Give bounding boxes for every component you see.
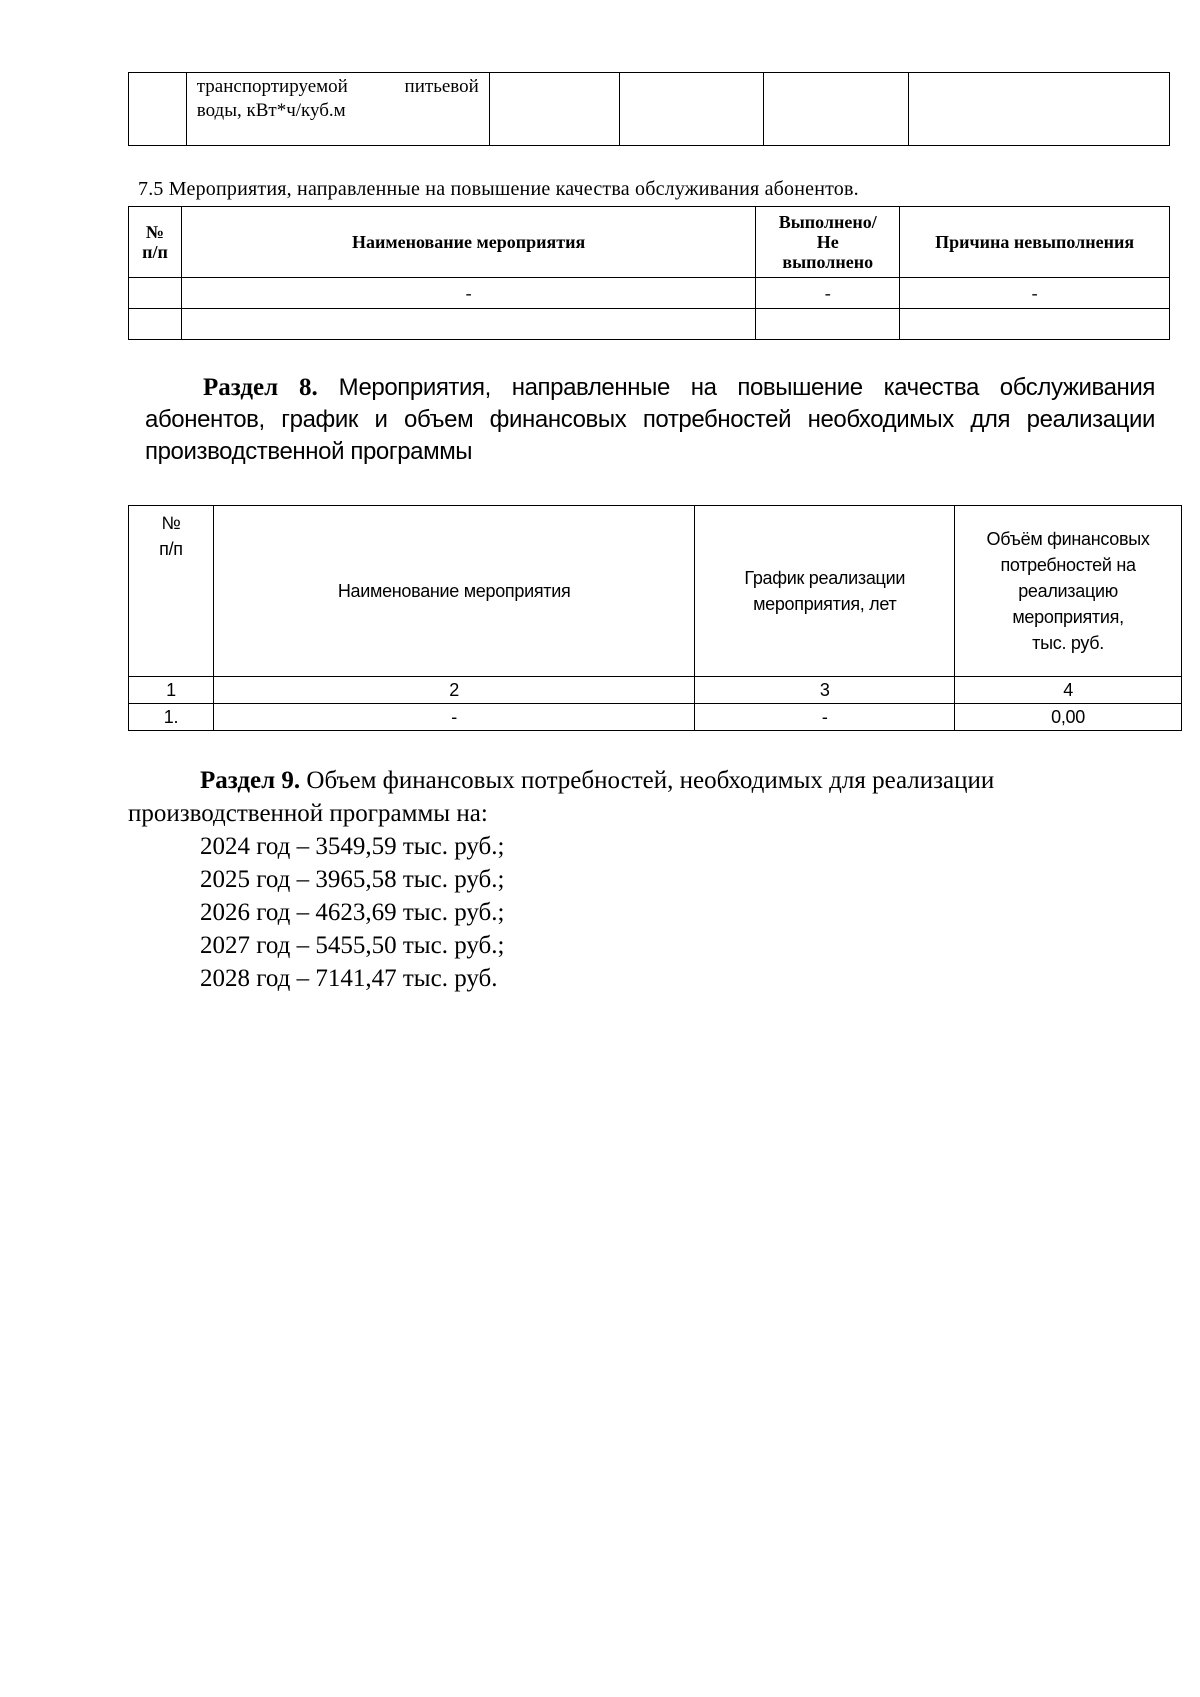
section-9-line: производственной программы на: xyxy=(128,800,488,827)
section-8-line: абонентов, график и объем финансовых потребностей необходимых для реализации xyxy=(145,406,1155,433)
header-volume-line: реализацию xyxy=(1018,581,1118,601)
header-volume-line: тыс. руб. xyxy=(1032,633,1104,653)
section-9-line xyxy=(128,764,1168,797)
header-volume-line: потребностей на xyxy=(1000,555,1136,575)
column-number: 3 xyxy=(695,677,955,704)
table-row xyxy=(129,704,1182,731)
section-8-line: производственной программы xyxy=(145,438,473,465)
section-9-text: Объем финансовых потребностей, необходимых для реализации xyxy=(306,767,995,794)
cell-activity-name: - xyxy=(181,278,755,309)
header-activity-name: Наименование мероприятия xyxy=(213,506,694,677)
header-reason: Причина невыполнения xyxy=(900,207,1170,278)
column-number-row xyxy=(129,677,1182,704)
table-row xyxy=(129,278,1170,309)
year-item: 2025 год – 3965,58 тыс. руб.; xyxy=(200,866,505,893)
section-7-5-heading: 7.5 Мероприятия, направленные на повышение качества обслуживания абонентов. xyxy=(138,178,859,200)
column-number: 4 xyxy=(955,677,1182,704)
table-header-row xyxy=(129,207,1170,278)
header-num xyxy=(129,506,214,677)
section-8-line xyxy=(145,372,1155,404)
cell-reason: - xyxy=(900,278,1170,309)
column-number: 1 xyxy=(129,677,214,704)
header-status-line: Не xyxy=(816,232,839,252)
cell-activity-name xyxy=(181,309,755,340)
cell-value xyxy=(489,73,619,146)
section-9 xyxy=(128,764,1168,995)
cell-num xyxy=(129,73,187,146)
activities-status-table xyxy=(128,206,1170,340)
cell-value xyxy=(764,73,909,146)
cell-value xyxy=(909,73,1170,146)
year-item: 2027 год – 5455,50 тыс. руб.; xyxy=(200,932,505,959)
header-volume-line: Объём финансовых xyxy=(986,529,1150,549)
header-status-line: выполнено xyxy=(782,252,874,272)
header-num xyxy=(129,207,182,278)
indicator-name-line2: воды, кВт*ч/куб.м xyxy=(196,100,346,121)
cell-value xyxy=(619,73,764,146)
header-schedule-line: График реализации xyxy=(744,568,906,588)
table-row xyxy=(129,73,1170,146)
column-number: 2 xyxy=(213,677,694,704)
header-activity-name: Наименование мероприятия xyxy=(181,207,755,278)
year-item: 2026 год – 4623,69 тыс. руб.; xyxy=(200,899,505,926)
section-9-title: Раздел 9. xyxy=(200,767,301,794)
cell-indicator-name xyxy=(186,73,489,146)
header-num-line: № xyxy=(145,222,165,242)
header-schedule-line: мероприятия, лет xyxy=(753,594,897,614)
cell-num xyxy=(129,278,182,309)
header-status xyxy=(756,207,900,278)
indicator-name-line1: транспортируемой питьевой xyxy=(196,76,479,97)
cell-volume: 0,00 xyxy=(955,704,1182,731)
cell-num: 1. xyxy=(129,704,214,731)
section-8-paragraph xyxy=(145,372,1155,468)
cell-schedule: - xyxy=(695,704,955,731)
cell-status xyxy=(756,309,900,340)
table-row xyxy=(129,309,1170,340)
previous-table-fragment xyxy=(128,72,1170,146)
table-header-row xyxy=(129,506,1182,677)
header-status-line: Выполнено/ xyxy=(778,212,877,232)
cell-status: - xyxy=(756,278,900,309)
header-num-line: п/п xyxy=(159,539,183,559)
year-item: 2024 год – 3549,59 тыс. руб.; xyxy=(200,833,505,860)
header-volume xyxy=(955,506,1182,677)
section-8-text: Мероприятия, направленные на повышение качества обслуживания xyxy=(338,374,1155,401)
header-schedule xyxy=(695,506,955,677)
year-item: 2028 год – 7141,47 тыс. руб. xyxy=(200,965,498,992)
section-8-title: Раздел 8. xyxy=(203,374,318,401)
cell-activity-name: - xyxy=(213,704,694,731)
cell-reason xyxy=(900,309,1170,340)
header-volume-line: мероприятия, xyxy=(1012,607,1124,627)
cell-num xyxy=(129,309,182,340)
header-num-line: п/п xyxy=(142,242,168,262)
financial-needs-table xyxy=(128,505,1182,731)
header-num-line: № xyxy=(161,513,181,533)
